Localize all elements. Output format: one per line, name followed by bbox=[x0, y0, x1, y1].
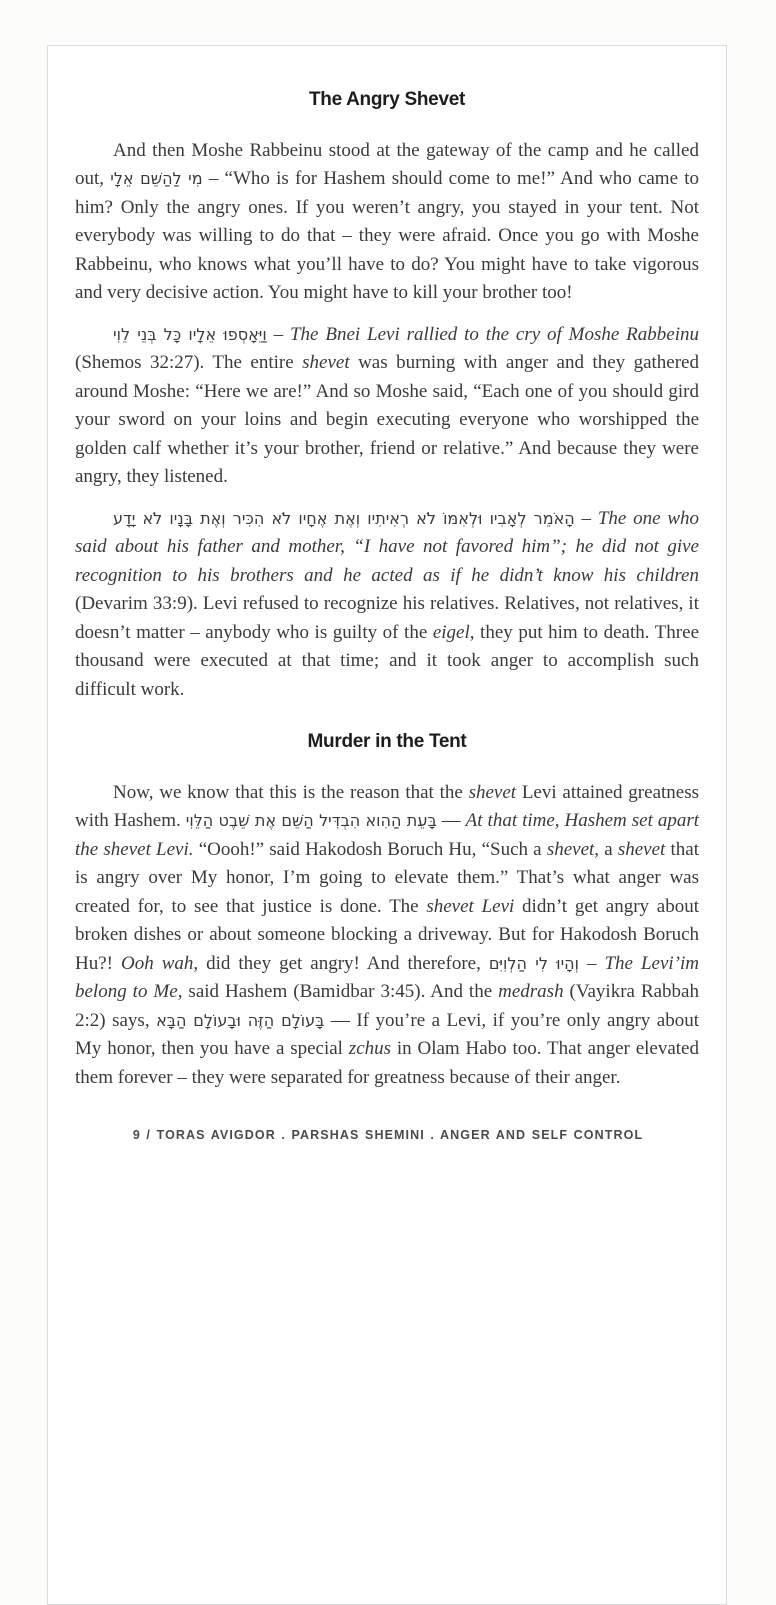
run-normal: , said Hashem (Bamidbar 3:45). And the bbox=[177, 981, 499, 1002]
run-normal: Now, we know that this is the reason that the bbox=[113, 781, 469, 803]
hebrew-phrase: וַיֵּאָסְפוּ אֵלָיו כָּל בְּנֵי לֵוִי bbox=[113, 324, 267, 344]
page-frame bbox=[47, 45, 727, 1605]
run-normal: that is angry over My honor, I’m going to elevate them.” That’s what anger was created for, to see that justice is done. The bbox=[75, 838, 699, 917]
run-italic: shevet bbox=[468, 781, 517, 803]
page-content bbox=[48, 46, 726, 1092]
run-normal: – bbox=[578, 952, 605, 974]
run-italic: eigel bbox=[432, 621, 470, 643]
run-italic: shevet bbox=[302, 352, 350, 373]
paragraph bbox=[75, 505, 699, 705]
run-italic: At that time, Hashem set apart the shevet Levi. bbox=[75, 810, 700, 860]
page-footer: 9 / TORAS AVIGDOR . PARSHAS SHEMINI . ANGER AND SELF CONTROL bbox=[132, 1128, 644, 1142]
run-normal: , did they get angry! And therefore, bbox=[193, 952, 489, 974]
run-normal: (Shemos 32:27). The entire bbox=[75, 352, 303, 373]
run-normal: – bbox=[574, 507, 598, 529]
run-italic: zchus bbox=[348, 1038, 392, 1059]
run-italic: The Bnei Levi rallied to the cry of Moshe Rabbeinu bbox=[289, 323, 699, 345]
run-normal: — If you’re a Levi, if you’re only angry about My honor, then you have a special bbox=[75, 1009, 700, 1059]
run-normal: “Oooh!” said Hakodosh Boruch Hu, “Such a bbox=[193, 838, 547, 860]
run-normal: in Olam Habo too. That anger elevated them forever – they were separated for greatness because of their anger. bbox=[75, 1038, 699, 1088]
hebrew-phrase: מִי לַהַשֵּׁם אֵלָי bbox=[110, 169, 203, 188]
section-heading: Murder in the Tent bbox=[307, 731, 467, 752]
paragraph bbox=[75, 137, 699, 308]
run-italic: medrash bbox=[498, 981, 564, 1002]
hebrew-phrase: וְהָיוּ לִי הַלְוִיִּם bbox=[488, 953, 579, 973]
run-normal: (Devarim 33:9). Levi refused to recognize his relatives. Relatives, not relatives, it doesn’t matter – anybody who is guilty of the bbox=[75, 593, 699, 643]
run-italic: Ooh wah bbox=[120, 952, 194, 974]
hebrew-phrase: בָּעֵת הַהִוא הִבְדִּיל הַשֵּׁם אֶת שֵׁבֶט הַלֵּוִי bbox=[185, 811, 437, 830]
run-italic: shevet Levi bbox=[426, 895, 515, 917]
hebrew-phrase: בָּעוֹלָם הַזֶּה וּבָעוֹלָם הַבָּא bbox=[156, 1010, 325, 1030]
run-italic: shevet bbox=[617, 838, 666, 860]
run-normal: Levi attained greatness with Hashem. bbox=[75, 781, 699, 831]
paragraph bbox=[75, 779, 699, 1093]
run-normal: was burning with anger and they gathered around Moshe: “Here we are!” And so Moshe said, “Each one of you should gird your sword on your loins and begin executing everyone who worshipped the golden calf whether it’s your brother, friend or relative.” And because they were angry, they listened. bbox=[75, 352, 699, 487]
run-normal: (Vayikra Rabbah 2:2) says, bbox=[75, 981, 699, 1031]
section-heading: The Angry Shevet bbox=[308, 89, 466, 110]
run-normal: , a bbox=[594, 838, 618, 860]
run-italic: shevet bbox=[546, 838, 595, 860]
run-italic: The one who said about his father and mother, “I have not favored him”; he did not give recognition to his brothers and he acted as if he didn’t know his children bbox=[75, 507, 700, 586]
run-normal: – bbox=[266, 323, 290, 345]
run-normal: – “Who is for Hashem should come to me!” And who came to him? Only the angry ones. If you weren’t angry, you stayed in your tent. Not everybody was willing to do that – they were afraid. Once you go with Moshe Rabbeinu, who knows what you’ll have to do? You might have to take vigorous and very decisive action. You might have to kill your brother too! bbox=[75, 168, 700, 303]
run-normal: didn’t get angry about broken dishes or about someone blocking a driveway. But for Hakodosh Boruch Hu?! bbox=[75, 895, 699, 974]
run-normal: And then Moshe Rabbeinu stood at the gateway of the camp and he called out, bbox=[75, 139, 699, 189]
hebrew-phrase: הָאֹמֵר לְאָבִיו וּלְאִמּוֹ לֹא רְאִיתִיו וְאֶת אֶחָיו לֹא הִכִּיר וְאֶת בָּנָיו לֹא יָדָע bbox=[113, 508, 575, 528]
paragraph bbox=[75, 321, 699, 492]
run-italic: The Levi’im belong to Me bbox=[75, 952, 699, 1002]
run-normal: , they put him to death. Three thousand were executed at that time; and it took anger to accomplish such difficult work. bbox=[75, 621, 699, 700]
run-normal: — bbox=[436, 810, 466, 831]
